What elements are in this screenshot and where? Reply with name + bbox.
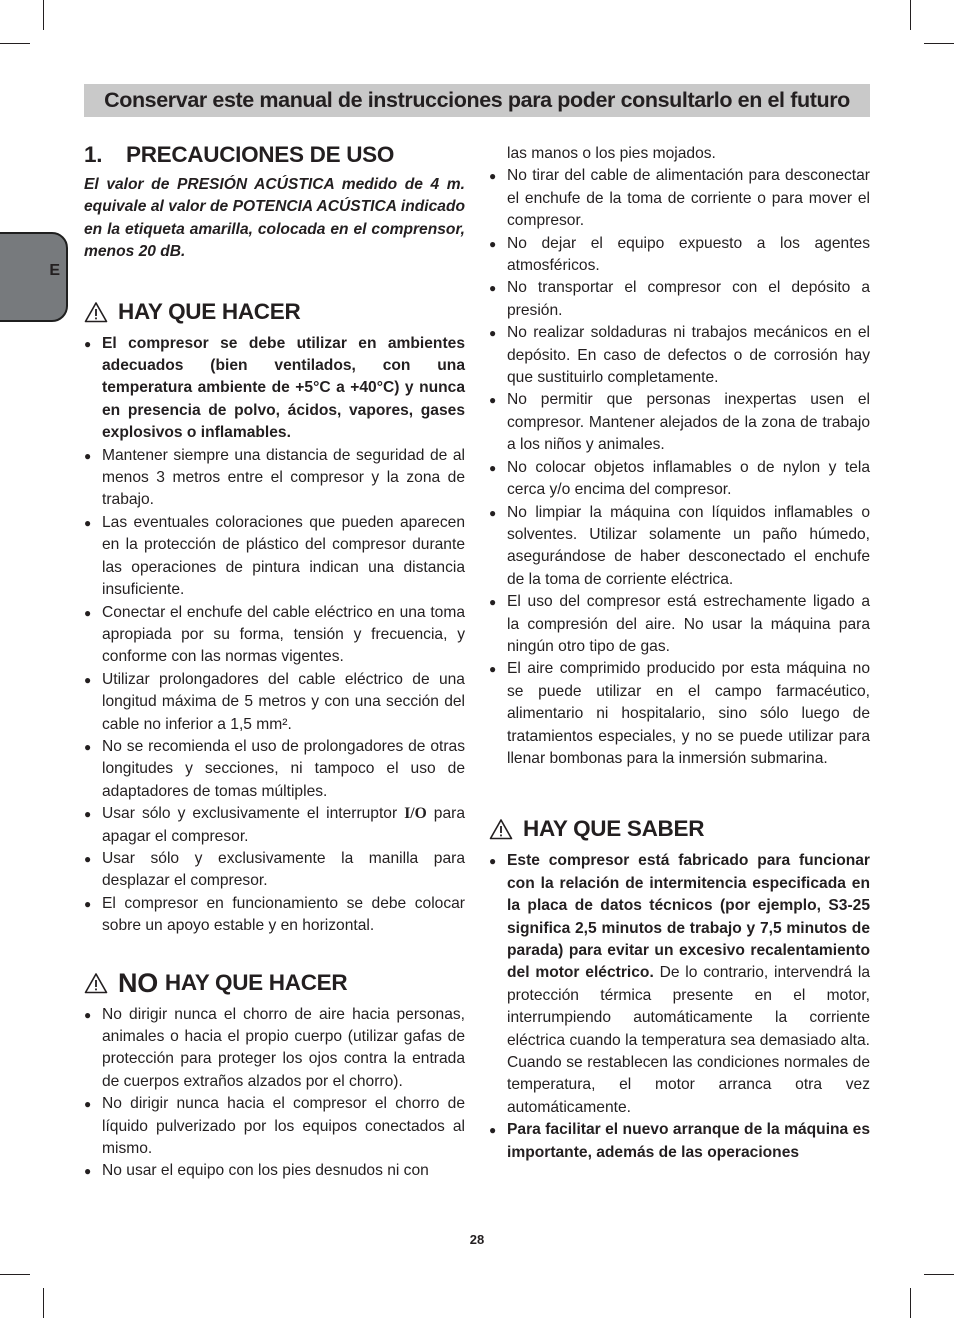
warning-triangle-icon — [489, 818, 513, 840]
crop-mark — [0, 1274, 30, 1275]
crop-mark — [43, 1288, 44, 1318]
dont-title: HAY QUE HACER — [164, 969, 348, 995]
list-item: ● No se recomienda el uso de prolongadores de otras longitudes y secciones, ni tampoco el uso de adaptadores de tomas múltiples. — [84, 736, 465, 803]
list-item-continuation: las manos o los pies mojados. — [507, 145, 716, 162]
switch-text-after: para apagar el compresor. — [102, 805, 465, 845]
language-tab — [0, 232, 68, 322]
dont-list — [84, 1004, 465, 1183]
section-title: PRECAUCIONES DE USO — [126, 142, 395, 167]
list-item: ● No usar el equipo con los pies desnudos ni con — [84, 1160, 465, 1182]
list-item: ● No colocar objetos inflamables o de nylon y tela cerca y/o encima del compresor. — [489, 457, 870, 502]
switch-text-before: Usar sólo y exclusivamente el interruptor — [102, 805, 405, 823]
crop-mark — [910, 1288, 911, 1318]
list-item: ● Usar sólo y exclusivamente la manilla para desplazar el compresor. — [84, 848, 465, 893]
list-item: ● El compresor se debe utilizar en ambientes adecuados (bien ventilados, con una temperatura ambiente de +5°C a +40°C) y nunca en presencia de polvo, ácidos, vapores, gases explosivos o inflamables. — [84, 333, 465, 445]
list-item: ● No dirigir nunca el chorro de aire hacia personas, animales o hacia el propio cuerpo (utilizar gafas de protección para proteger los ojos contra la entrada de cuerpos extraños alzados por el chorro). — [84, 1004, 465, 1094]
list-item — [84, 803, 465, 848]
do-title: HAY QUE HACER — [118, 298, 301, 324]
crop-mark — [924, 1274, 954, 1275]
crop-mark — [43, 0, 44, 30]
know-list — [489, 850, 870, 1164]
list-item: ● No tirar del cable de alimentación para desconectar el enchufe de la toma de corriente o para mover el compresor. — [489, 165, 870, 232]
list-item: ● Para facilitar el nuevo arranque de la máquina es importante, además de las operaciones — [489, 1119, 870, 1164]
acoustic-note: El valor de PRESIÓN ACÚSTICA medido de 4 m. equivale al valor de POTENCIA ACÚSTICA indicado en la etiqueta amarilla, colocada en el comprensor, menos 20 dB. — [84, 176, 465, 261]
list-item: ● El aire comprimido producido por esta máquina no se puede utilizar en el campo farmacéutico, alimentario ni hospitalario, sino sólo luego de tratamientos especiales, y no se puede utilizar para llenar bombonas para la inmersión submarina. — [489, 658, 870, 770]
list-item: ● Mantener siempre una distancia de seguridad de al menos 3 metros entre el compresor y la zona de trabajo. — [84, 445, 465, 512]
language-tab-label: E — [49, 262, 60, 279]
list-item: ● Utilizar prolongadores del cable eléctrico de una longitud máxima de 5 metros y con una sección del cable no inferior a 1,5 mm². — [84, 669, 465, 736]
list-item: ● No realizar soldaduras ni trabajos mecánicos en el depósito. En caso de defectos o de corrosión hay que sustituirlo completamente. — [489, 322, 870, 389]
know-item-text: De lo contrario, intervendrá la protección térmica presente en el motor, interrumpiendo automáticamente la corriente eléctrica cuando la temperatura sea demasiado alta. Cuando se restablecen las condiciones normales de temperatura, el motor arranca otra vez automáticamente. — [507, 964, 870, 1116]
crop-mark — [910, 0, 911, 30]
know-heading — [489, 814, 870, 844]
section-heading — [84, 140, 465, 170]
switch-symbol: I/O — [404, 805, 427, 823]
list-item: ● El uso del compresor está estrechamente ligado a la compresión del aire. No usar la máquina para ningún otro tipo de gas. — [489, 591, 870, 658]
list-item: ● No limpiar la máquina con líquidos inflamables o solventes. Utilizar solamente un paño húmedo, asegurándose de haber desconectado el enchufe de la toma de corriente eléctrica. — [489, 502, 870, 592]
right-column — [489, 143, 870, 1164]
list-item: ● Conectar el enchufe del cable eléctrico en una toma apropiada por su forma, tensión y frecuencia, y conforme con las normas vigentes. — [84, 602, 465, 669]
warning-triangle-icon — [84, 301, 108, 323]
dont-title-no: NO — [118, 967, 158, 998]
crop-mark — [0, 43, 30, 44]
do-heading — [84, 297, 465, 327]
warning-triangle-icon — [84, 972, 108, 994]
dont-heading — [84, 968, 465, 998]
section-number: 1. — [84, 142, 103, 167]
crop-mark — [924, 43, 954, 44]
list-item: ● El compresor en funcionamiento se debe colocar sobre un apoyo estable y en horizontal. — [84, 893, 465, 938]
list-item: ● No dejar el equipo expuesto a los agentes atmosféricos. — [489, 233, 870, 278]
do-list — [84, 333, 465, 938]
know-item-bold: Este compresor está fabricado para funcionar con la relación de intermitencia especificada en la placa de datos técnicos (por ejemplo, S3-25 significa 2,5 minutos de trabajo y 7,5 minutos de parada) para evitar un excesivo recalentamiento del motor eléctrico. — [507, 852, 870, 982]
list-item: ● No transportar el compresor con el depósito a presión. — [489, 277, 870, 322]
dont-list-continued — [489, 165, 870, 770]
header-banner: Conservar este manual de instrucciones para poder consultarlo en el futuro — [84, 84, 870, 117]
left-column — [84, 140, 465, 1183]
list-item: ● No dirigir nunca hacia el compresor el chorro de líquido pulverizado por los equipos conectados al mismo. — [84, 1093, 465, 1160]
know-title: HAY QUE SABER — [523, 816, 705, 842]
list-item: ● No permitir que personas inexpertas usen el compresor. Mantener alejados de la zona de trabajo a los niños y animales. — [489, 389, 870, 456]
page-number: 28 — [469, 1232, 485, 1247]
list-item — [489, 850, 870, 1119]
list-item: ● Las eventuales coloraciones que pueden aparecen en la protección de plástico del compresor durante las operaciones de pintura indican una distancia insuficiente. — [84, 512, 465, 602]
